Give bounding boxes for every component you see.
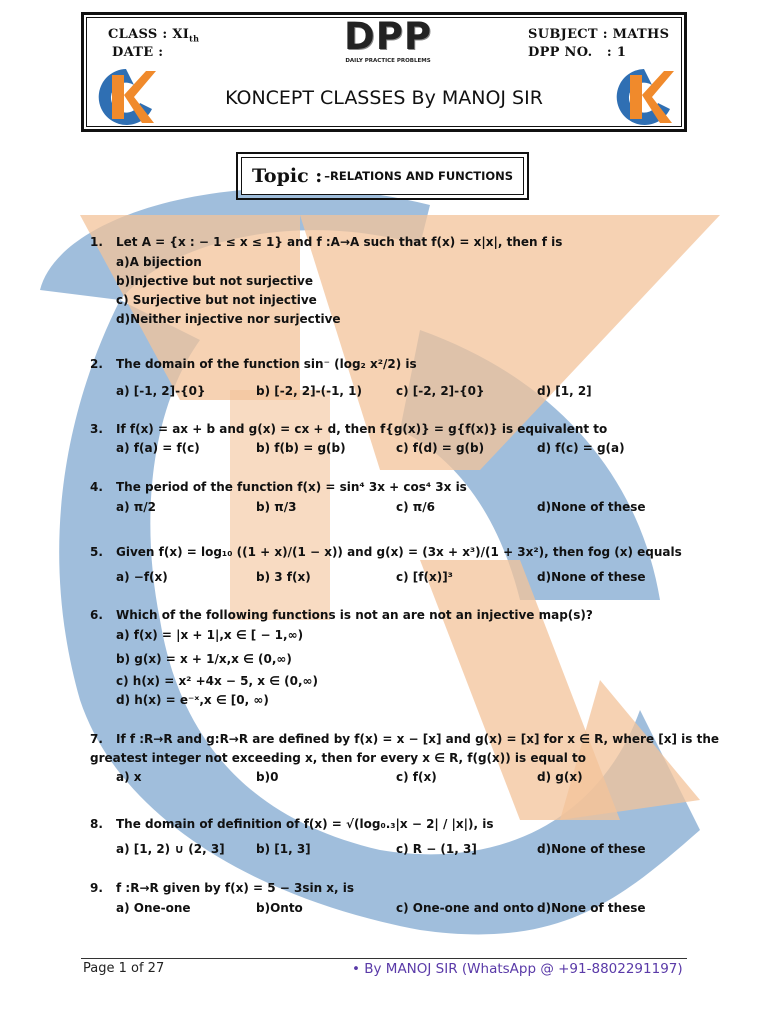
question-number: 7. [90, 732, 103, 746]
question-text: The period of the function f(x) = sin⁴ 3x + cos⁴ 3x is [116, 480, 467, 494]
dpp-subtitle: DAILY PRACTICE PROBLEMS [345, 58, 431, 64]
option-b: b)Injective but not surjective [116, 274, 313, 288]
question-text: The domain of the function sin⁻ (log₂ x²/2) is [116, 357, 417, 371]
date-label: DATE : [112, 45, 164, 60]
question-number: 2. [90, 357, 103, 371]
footer-divider [81, 958, 687, 959]
option-b: b) [1, 3] [256, 842, 311, 856]
question-number: 3. [90, 422, 103, 436]
option-d: d) [1, 2] [537, 384, 592, 398]
page-number: Page 1 of 27 [83, 961, 165, 976]
question-number: 6. [90, 608, 103, 622]
koncept-logo-left [94, 65, 158, 129]
option-d: d) g(x) [537, 770, 583, 784]
option-b: b)0 [256, 770, 279, 784]
question-number: 4. [90, 480, 103, 494]
option-b: b)Onto [256, 901, 303, 915]
option-b: b) π/3 [256, 500, 297, 514]
option-d: d) h(x) = e⁻ˣ,x ∈ [0, ∞) [116, 693, 269, 707]
option-b: b) [-2, 2]-(-1, 1) [256, 384, 363, 398]
question-text: f :R→R given by f(x) = 5 − 3sin x, is [116, 881, 355, 895]
option-b: b) 3 f(x) [256, 570, 311, 584]
dpp-number-label: DPP NO. : 1 [528, 45, 627, 60]
question-number: 9. [90, 881, 103, 895]
question-text: Given f(x) = log₁₀ ((1 + x)/(1 − x)) and g(x) = (3x + x³)/(1 + 3x²), then fog (x) equals [116, 545, 682, 559]
option-b: b) g(x) = x + 1/x,x ∈ (0,∞) [116, 652, 292, 666]
org-name: KONCEPT CLASSES By MANOJ SIR [225, 87, 543, 109]
question-text: Let A = {x : − 1 ≤ x ≤ 1} and f :A→A such that f(x) = x|x|, then f is [116, 235, 563, 249]
option-a: a) [-1, 2]-{0} [116, 384, 206, 398]
option-c: c) f(x) [396, 770, 437, 784]
question-text: If f(x) = ax + b and g(x) = cx + d, then f{g(x)} = g{f(x)} is equivalent to [116, 422, 608, 436]
topic-box [236, 152, 529, 200]
option-d: d) f(c) = g(a) [537, 441, 625, 455]
author-credit: • By MANOJ SIR (WhatsApp @ +91-8802291197) [352, 961, 683, 977]
option-d: d)None of these [537, 901, 646, 915]
topic-value: –RELATIONS AND FUNCTIONS [324, 169, 514, 183]
option-a: a) x [116, 770, 142, 784]
option-d: d)Neither injective nor surjective [116, 312, 341, 326]
class-label: CLASS : $XI_{th}$ [108, 27, 200, 44]
option-c: c) [-2, 2]-{0} [396, 384, 485, 398]
option-a: a) [1, 2) ∪ (2, 3] [116, 842, 225, 856]
option-a: a) −f(x) [116, 570, 168, 584]
option-b: b) f(b) = g(b) [256, 441, 346, 455]
koncept-logo-right [612, 65, 676, 129]
option-c: c) f(d) = g(b) [396, 441, 485, 455]
option-a: a) f(a) = f(c) [116, 441, 200, 455]
dpp-title: DPP [344, 15, 432, 58]
subject-label: SUBJECT : MATHS [528, 27, 670, 42]
option-d: d)None of these [537, 500, 646, 514]
header-box [81, 12, 687, 132]
topic-label: Topic : [251, 165, 323, 187]
option-d: d)None of these [537, 842, 646, 856]
option-c: c) π/6 [396, 500, 435, 514]
class-suffix: th [189, 33, 200, 44]
option-d: d)None of these [537, 570, 646, 584]
question-text: The domain of definition of f(x) = √(log₀.₃|x − 2| / |x|), is [116, 817, 494, 831]
option-c: c) R − (1, 3] [396, 842, 477, 856]
question-text: Which of the following functions is not an are not an injective map(s)? [116, 608, 593, 622]
option-a: a)A bijection [116, 255, 202, 269]
option-c: c) Surjective but not injective [116, 293, 317, 307]
option-c: c) h(x) = x² +4x − 5, x ∈ (0,∞) [116, 674, 318, 688]
question-number: 5. [90, 545, 103, 559]
question-number: 8. [90, 817, 103, 831]
question-text-continued: greatest integer not exceeding x, then for every x ∈ R, f(g(x)) is equal to [90, 751, 587, 765]
option-a: a) One-one [116, 901, 191, 915]
option-c: c) One-one and onto [396, 901, 534, 915]
question-number: 1. [90, 235, 103, 249]
option-a: a) π/2 [116, 500, 156, 514]
option-a: a) f(x) = |x + 1|,x ∈ [ − 1,∞) [116, 628, 304, 642]
question-text: If f :R→R and g:R→R are defined by f(x) = x − [x] and g(x) = [x] for x ∈ R, where [x] is the [116, 732, 720, 746]
option-c: c) [f(x)]³ [396, 570, 453, 584]
